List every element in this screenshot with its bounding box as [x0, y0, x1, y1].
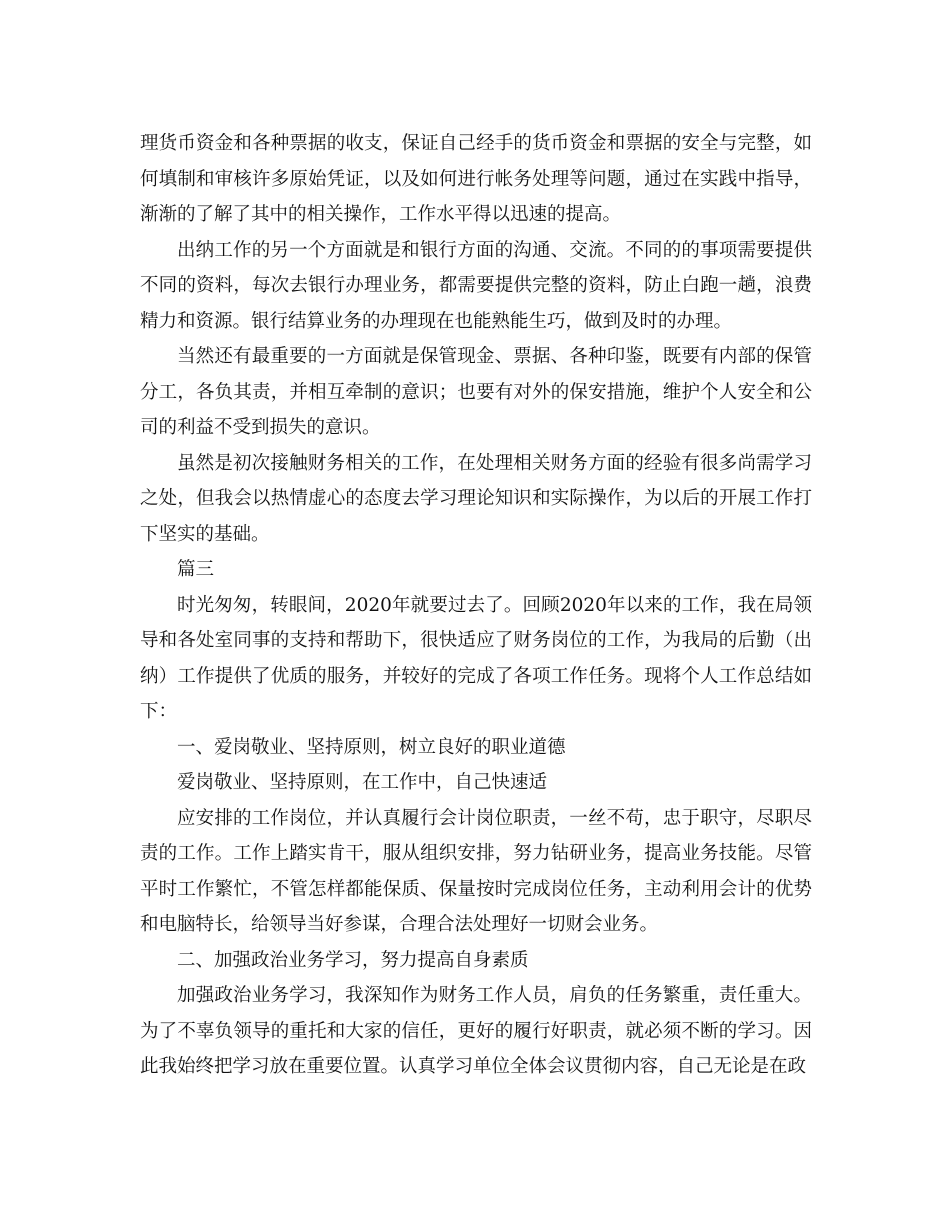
paragraph-3: 当然还有最重要的一方面就是保管现金、票据、各种印鉴，既要有内部的保管分工，各负其责，并相互牵制的意识；也要有对外的保安措施，维护个人安全和公司的利益不受到损失的意识。: [140, 346, 812, 438]
paragraph-11: 加强政治业务学习，我深知作为财务工作人员，肩负的任务繁重，责任重大。为了不辜负领导的重托和大家的信任，更好的履行好职责，就必须不断的学习。因此我始终把学习放在重要位置。认真学习单位全体会议贯彻内容，自己无论是在政: [140, 985, 812, 1077]
paragraph-8: 爱岗敬业、坚持原则，在工作中，自己快速适: [177, 772, 548, 793]
subheading-1: 一、爱岗敬业、坚持原则，树立良好的职业道德: [177, 736, 566, 758]
paragraph-2: 出纳工作的另一个方面就是和银行方面的沟通、交流。不同的的事项需要提供不同的资料，每次去银行办理业务，都需要提供完整的资料，防止白跑一趟，浪费精力和资源。银行结算业务的办理现在也能熟能生巧，做到及时的办理。: [140, 239, 812, 332]
paragraph-9: 应安排的工作岗位，并认真履行会计岗位职责，一丝不苟，忠于职守，尽职尽责的工作。工作上踏实肯干，服从组织安排，努力钻研业务，提高业务技能。尽管平时工作繁忙，不管怎样都能保质、保量按时完成岗位任务，主动利用会计的优势和电脑特长，给领导当好参谋，合理合法处理好一切财会业务。: [140, 807, 812, 935]
paragraph-1: 理货币资金和各种票据的收支，保证自己经手的货币资金和票据的安全与完整，如何填制和审核许多原始凭证，以及如何进行帐务处理等问题，通过在实践中指导，渐渐的了解了其中的相关操作，工作水平得以迅速的提高。: [140, 133, 812, 225]
paragraph-6: 时光匆匆，转眼间，2020年就要过去了。回顾2020年以来的工作，我在局领导和各处室同事的支持和帮助下，很快适应了财务岗位的工作，为我局的后勤（出纳）工作提供了优质的服务，并较好的完成了各项工作任务。现将个人工作总结如下：: [140, 594, 812, 722]
document-body: [140, 126, 812, 1085]
section-heading-part-three: 篇三: [177, 559, 215, 580]
paragraph-4: 虽然是初次接触财务相关的工作，在处理相关财务方面的经验有很多尚需学习之处，但我会以热情虚心的态度去学习理论知识和实际操作，为以后的开展工作打下坚实的基础。: [140, 452, 812, 545]
subheading-2: 二、加强政治业务学习，努力提高自身素质: [177, 949, 529, 971]
